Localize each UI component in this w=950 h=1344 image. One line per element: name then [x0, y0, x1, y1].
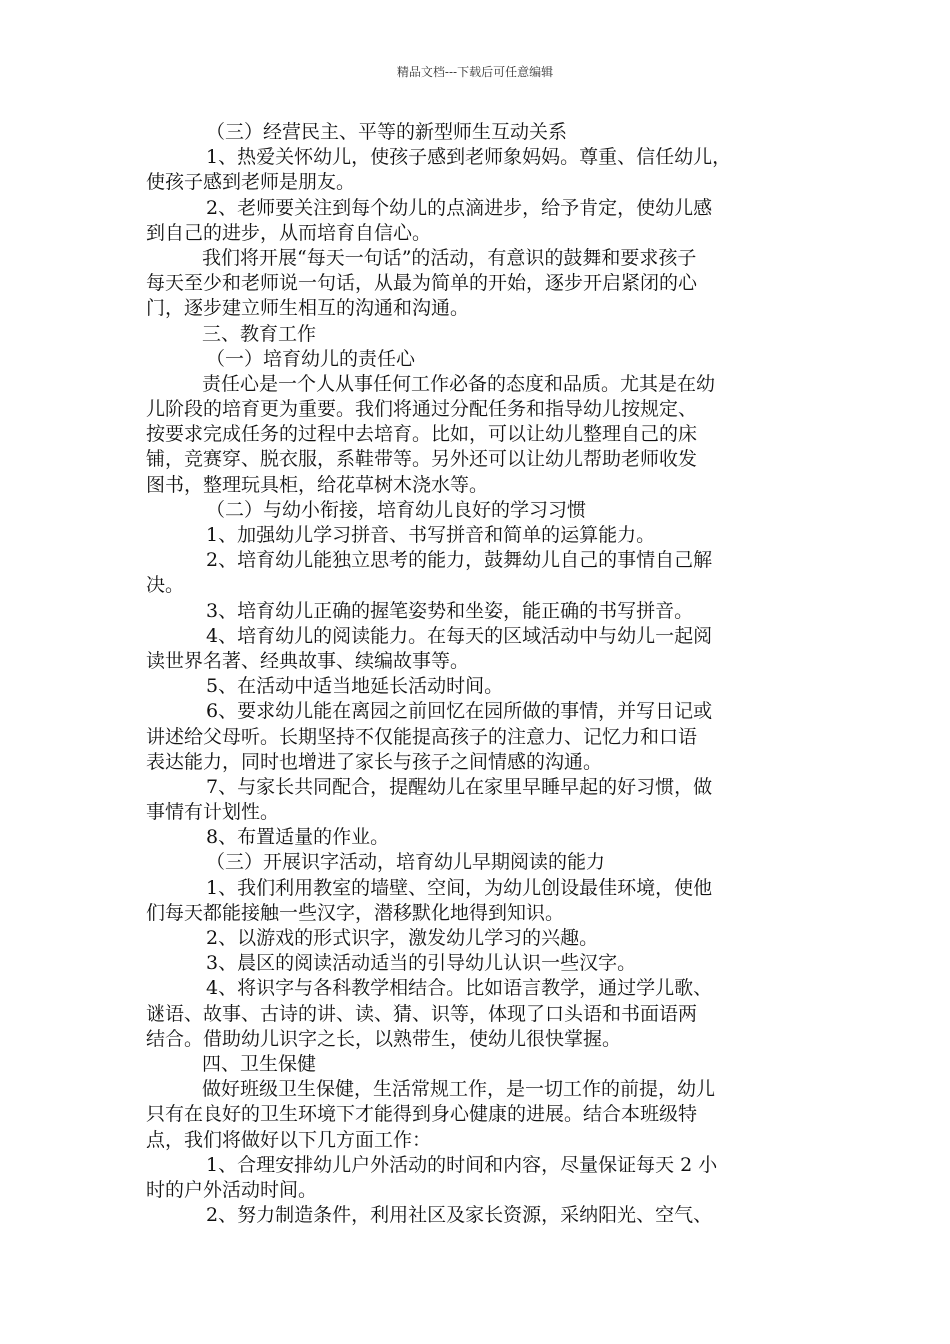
text-line: 做好班级卫生保健，生活常规工作，是一切工作的前提，幼儿: [202, 1078, 716, 1101]
text-line: 到自己的进步，从而培育自信心。: [146, 221, 432, 244]
text-line: 儿阶段的培育更为重要。我们将通过分配任务和指导幼儿按规定、: [146, 398, 698, 421]
text-line: 2、以游戏的形式识字，激发幼儿学习的兴趣。: [206, 927, 599, 949]
text-line: 点，我们将做好以下几方面工作：: [146, 1128, 432, 1151]
text-line: 事情有计划性。: [146, 801, 280, 824]
text-line: 按要求完成任务的过程中去培育。比如，可以让幼儿整理自己的床: [146, 423, 698, 446]
text-line: 铺，竞赛穿、脱衣服，系鞋带等。另外还可以让幼儿帮助老师收发: [146, 448, 698, 471]
text-line: 四、卫生保健: [202, 1052, 317, 1075]
text-line: 1、我们利用教室的墙壁、空间，为幼儿创设最佳环境，使他: [206, 876, 713, 899]
document-body: [146, 120, 812, 1228]
text-line: 每天至少和老师说一句话，从最为简单的开始，逐步开启紧闭的心: [146, 272, 698, 295]
text-line: 图书，整理玩具柜，给花草树木浇水等。: [146, 473, 489, 496]
text-line: 2、努力制造条件，利用社区及家长资源，采纳阳光、空气、: [206, 1204, 713, 1227]
text-line: 使孩子感到老师是朋友。: [146, 171, 356, 194]
text-line: 决。: [146, 574, 185, 597]
text-line: （三）经营民主、平等的新型师生互动关系: [206, 121, 568, 143]
text-line: 1、合理安排幼儿户外活动的时间和内容，尽量保证每天 2 小: [206, 1153, 718, 1176]
text-line: 表达能力，同时也增进了家长与孩子之间情感的沟通。: [146, 750, 603, 773]
text-line: 三、教育工作: [202, 322, 317, 345]
text-line: 3、培育幼儿正确的握笔姿势和坐姿，能正确的书写拼音。: [206, 599, 694, 622]
text-line: 时的户外活动时间。: [146, 1178, 318, 1201]
text-line: 6、要求幼儿能在离园之前回忆在园所做的事情，并写日记或: [206, 700, 713, 723]
text-line: 们每天都能接触一些汉字，潜移默化地得到知识。: [146, 901, 565, 924]
text-line: 1、热爱关怀幼儿，使孩子感到老师象妈妈。尊重、信任幼儿，: [206, 146, 732, 169]
text-line: 3、晨区的阅读活动适当的引导幼儿认识一些汉字。: [206, 952, 637, 975]
text-line: 4、培育幼儿的阅读能力。在每天的区域活动中与幼儿一起阅: [206, 624, 713, 647]
text-line: 1、加强幼儿学习拼音、书写拼音和简单的运算能力。: [206, 524, 656, 546]
text-line: 读世界名著、经典故事、续编故事等。: [146, 649, 470, 672]
text-line: 谜语、故事、古诗的讲、读、猜、识等，体现了口头语和书面语两: [146, 1002, 698, 1025]
text-line: 7、与家长共同配合，提醒幼儿在家里早睡早起的好习惯，做: [206, 775, 713, 798]
text-line: 只有在良好的卫生环境下才能得到身心健康的进展。结合本班级特: [146, 1103, 698, 1126]
text-line: 2、培育幼儿能独立思考的能力，鼓舞幼儿自己的事情自己解: [206, 549, 713, 572]
text-line: （三）开展识字活动，培育幼儿早期阅读的能力: [206, 851, 606, 874]
text-line: （一）培育幼儿的责任心: [206, 347, 416, 370]
text-line: 门，逐步建立师生相互的沟通和沟通。: [146, 297, 470, 320]
text-line: 5、在活动中适当地延长活动时间。: [206, 675, 504, 698]
text-line: 我们将开展“每天一句话”的活动，有意识的鼓舞和要求孩子: [202, 246, 697, 269]
text-line: 责任心是一个人从事任何工作必备的态度和品质。尤其是在幼: [202, 372, 716, 395]
text-line: 2、老师要关注到每个幼儿的点滴进步，给予肯定，使幼儿感: [206, 196, 713, 219]
text-line: 结合。借助幼儿识字之长，以熟带生，使幼儿很快掌握。: [146, 1027, 622, 1050]
page-header: 精品文档---下载后可任意编辑: [396, 65, 554, 79]
text-line: 讲述给父母听。长期坚持不仅能提高孩子的注意力、记忆力和口语: [146, 725, 698, 748]
text-line: 4、将识字与各科教学相结合。比如语言教学，通过学儿歌、: [206, 977, 713, 1000]
text-line: 8、布置适量的作业。: [206, 826, 390, 849]
text-line: （二）与幼小衔接，培育幼儿良好的学习习惯: [206, 498, 587, 521]
